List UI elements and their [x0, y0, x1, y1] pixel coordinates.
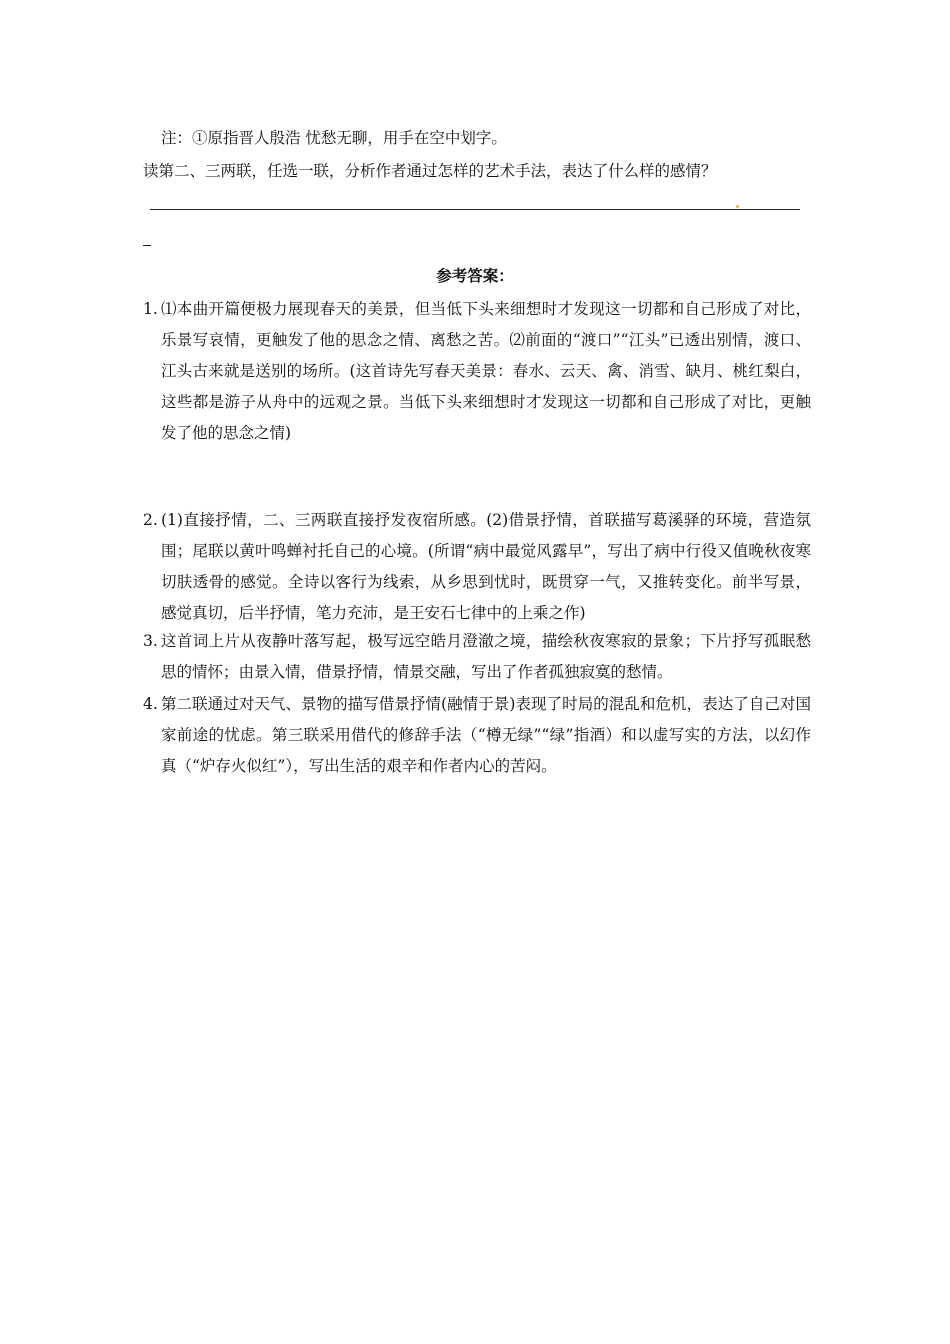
answer-item-2 [143, 505, 811, 629]
answer-number: 4. [143, 695, 158, 713]
answer-text: (1)直接抒情，二、三两联直接抒发夜宿所感。(2)借景抒情，首联描写葛溪驿的环境，营造氛围；尾联以黄叶鸣蝉衬托自己的心境。(所谓“病中最觉风露早”，写出了病中行役又值晚秋夜寒切肤透骨的感觉。全诗以客行为线索，从乡思到忧时，既贯穿一气，又推转变化。前半写景，感觉真切，后半抒情，笔力充沛，是王安石七律中的上乘之作) [161, 511, 811, 622]
answer-number: 3. [143, 632, 158, 650]
decorative-dot [736, 205, 739, 208]
answer-item-3 [143, 626, 811, 688]
footnote: 注：①原指晋人殷浩 忧愁无聊，用手在空中划字。 [161, 129, 507, 147]
answer-number: 2. [143, 511, 158, 529]
answer-blank-line [150, 209, 800, 210]
reference-answer-heading: 参考答案： [436, 266, 514, 285]
answer-text: 第二联通过对天气、景物的描写借景抒情(融情于景)表现了时局的混乱和危机，表达了自己对国家前途的忧虑。第三联采用借代的修辞手法（“樽无绿”“绿”指酒）和以虚写实的方法，以幻作真（“炉存火似红”），写出生活的艰辛和作者内心的苦闷。 [161, 695, 811, 775]
answer-text: ⑴本曲开篇便极力展现春天的美景，但当低下头来细想时才发现这一切都和自己形成了对比，乐景写哀情，更触发了他的思念之情、离愁之苦。⑵前面的“渡口”“江头”已透出别情，渡口、江头古来就是送别的场所。(这首诗先写春天美景：春水、云天、禽、消雪、缺月、桃红梨白，这些都是游子从舟中的远观之景。当低下头来细想时才发现这一切都和自己形成了对比，更触发了他的思念之情) [161, 300, 811, 442]
answer-item-1 [143, 294, 811, 449]
answer-number: 1. [143, 300, 158, 318]
question-text: 读第二、三两联，任选一联，分析作者通过怎样的艺术手法，表达了什么样的感情？ [143, 162, 717, 180]
answer-item-4 [143, 689, 811, 782]
answer-blank-tail [143, 245, 151, 246]
answer-text: 这首词上片从夜静叶落写起，极写远空皓月澄澈之境，描绘秋夜寒寂的景象；下片抒写孤眠愁思的情怀；由景入情，借景抒情，情景交融，写出了作者孤独寂寞的愁情。 [161, 632, 811, 681]
